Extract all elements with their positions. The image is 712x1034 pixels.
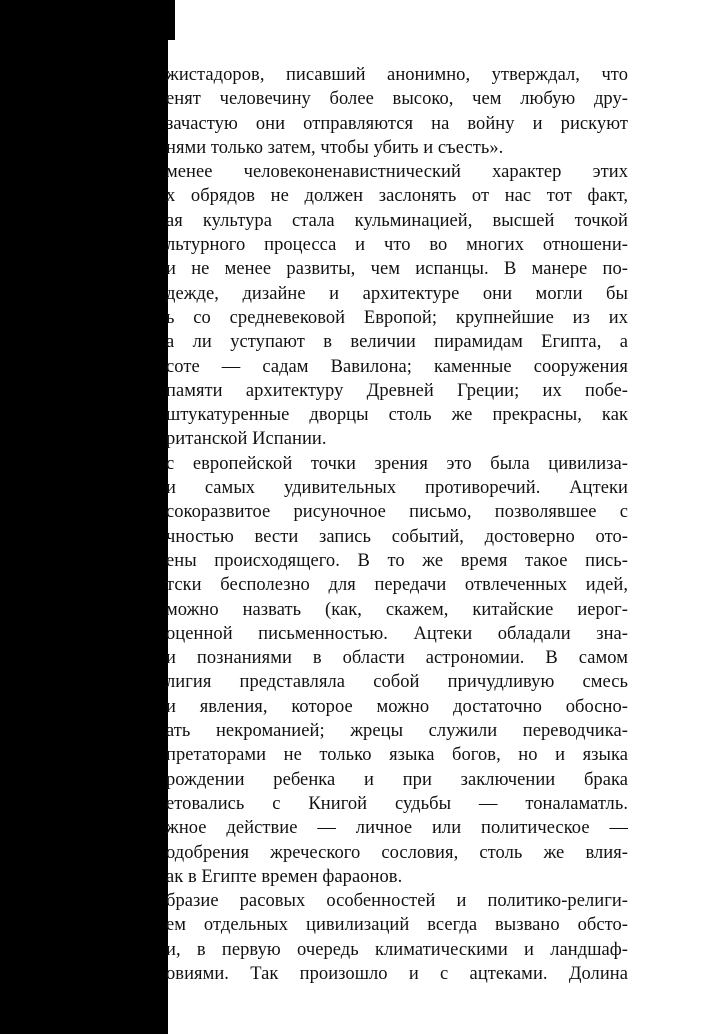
text-line: сокоразвитое рисуночное письмо, позволявшее с — [166, 502, 628, 523]
text-line: етовались с Книгой судьбы — тоналаматль. — [166, 793, 628, 814]
text-line: и явления, которое можно достаточно обосно- — [166, 696, 628, 717]
text-line: ак в Египте времен фараонов. — [166, 866, 403, 887]
text-line: зачастую они отправляются на войну и рискуют — [166, 113, 628, 134]
text-line: ем отдельных цивилизаций всегда вызвано обсто- — [166, 915, 628, 936]
black-scan-margin — [0, 0, 168, 1034]
text-line: бразие расовых особенностей и политико-религи- — [166, 891, 628, 912]
text-line: а ли уступают в величии пирамидам Египта, а — [166, 332, 628, 353]
text-line: с европейской точки зрения это была цивилиза- — [166, 453, 628, 474]
text-line: оценной письменностью. Ацтеки обладали зна- — [166, 623, 628, 644]
text-line: ританской Испании. — [166, 429, 327, 450]
text-line: можно назвать (как, скажем, китайские иерог- — [166, 599, 628, 620]
text-line: и не менее развиты, чем испанцы. В манере по- — [166, 259, 628, 280]
text-line: ая культура стала кульминацией, высшей точкой — [166, 210, 628, 231]
text-line: претаторами не только языка богов, но и языка — [166, 745, 628, 766]
text-line: и, в первую очередь климатическими и ландшаф- — [166, 939, 628, 960]
text-line: льтурного процесса и что во многих отношени- — [166, 235, 628, 256]
text-line: соте — садам Вавилона; каменные сооружения — [166, 356, 628, 377]
text-line: чностью вести запись событий, достоверно ото- — [166, 526, 628, 547]
text-line: ать некроманией; жрецы служили переводчика- — [166, 721, 628, 742]
text-line: штукатуренные дворцы столь же прекрасны, как — [166, 405, 628, 426]
text-line: рождении ребенка и при заключении брака — [166, 769, 628, 790]
text-line: ены происходящего. В то же время такое пись- — [166, 550, 628, 571]
text-line: лигия представляла собой причудливую смесь — [166, 672, 628, 693]
text-line: и познаниями в области астрономии. В самом — [166, 648, 628, 669]
body-text — [166, 63, 628, 986]
text-line: тски бесполезно для передачи отвлеченных идей, — [166, 575, 628, 596]
text-line: жистадоров, писавший анонимно, утверждал, что — [166, 65, 628, 85]
text-line: дежде, дизайне и архитектуре они могли бы — [166, 283, 628, 304]
text-line: и самых удивительных противоречий. Ацтеки — [166, 478, 628, 499]
text-line: одобрения жреческого сословия, столь же влия- — [166, 842, 628, 863]
text-line: памяти архитектуру Древней Греции; их побе- — [166, 380, 628, 401]
black-scan-margin-bottom — [0, 1010, 120, 1034]
text-line: х обрядов не должен заслонять от нас тот факт, — [166, 186, 628, 207]
text-line: жное действие — личное или политическое — — [166, 818, 628, 839]
text-line: ь со средневековой Европой; крупнейшие из их — [166, 307, 628, 328]
black-scan-margin-top — [0, 0, 175, 40]
text-line: менее человеконенавистнический характер этих — [166, 162, 628, 183]
text-line: нями только затем, чтобы убить и съесть». — [166, 137, 504, 158]
text-line: енят человечину более высоко, чем любую дру- — [166, 89, 628, 110]
text-line: овиями. Так произошло и с ацтеками. Долина — [166, 963, 628, 984]
